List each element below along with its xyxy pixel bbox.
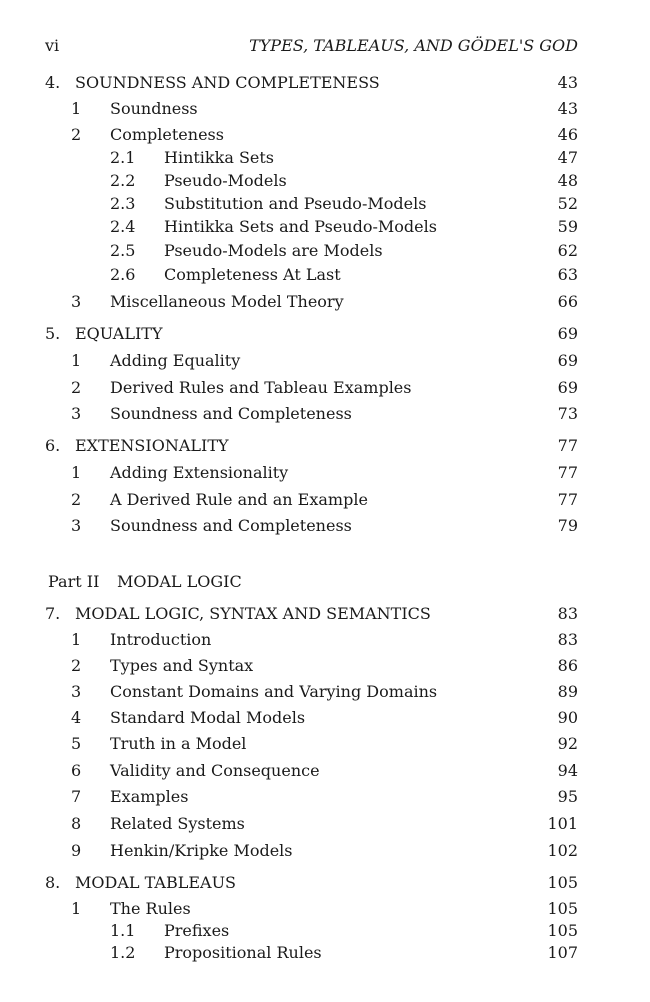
toc-entry-number: 2.5 [110,241,136,260]
toc-entry [0,603,650,625]
toc-entry-number: 1 [71,351,82,370]
toc-entry-title: A Derived Rule and an Example [110,490,368,509]
toc-entry-page: 94 [557,761,578,780]
toc-entry-number: 1 [71,630,82,649]
toc-entry-title: Soundness and Completeness [110,404,352,423]
toc-entry [0,681,650,703]
toc-entry-page: 77 [557,436,578,455]
toc-entry-page: 73 [557,404,578,423]
toc-entry-number: 2.3 [110,194,136,213]
toc-entry [0,193,650,215]
toc-entry [0,786,650,808]
toc-entry-number: 9 [71,841,82,860]
toc-entry-number: 3 [71,682,82,701]
toc-entry [0,323,650,345]
toc-entry [0,942,650,964]
toc-entry [0,813,650,835]
toc-entry-title: The Rules [110,899,191,918]
toc-entry-title: EXTENSIONALITY [75,436,229,455]
toc-entry-page: 52 [557,194,578,213]
toc-entry [0,264,650,286]
toc-entry-page: 63 [557,265,578,284]
toc-entry [0,898,650,920]
toc-entry-number: 2.4 [110,217,136,236]
toc-entry [0,489,650,511]
toc-entry [0,240,650,262]
toc-entry [0,435,650,457]
toc-entry [0,840,650,862]
toc-entry-title: Adding Equality [110,351,241,370]
toc-entry-page: 66 [557,292,578,311]
toc-entry-title: Constant Domains and Varying Domains [110,682,438,701]
toc-entry [0,462,650,484]
toc-entry-title: SOUNDNESS AND COMPLETENESS [75,73,380,92]
toc-entry-title: Validity and Consequence [110,761,320,780]
toc-entry-title: Miscellaneous Model Theory [110,292,344,311]
toc-entry-page: 90 [557,708,578,727]
toc-entry-title: Henkin/Kripke Models [110,841,293,860]
page-header [0,30,650,56]
toc-entry [0,733,650,755]
toc-entry-page: 101 [547,814,578,833]
toc-entry-page: 69 [557,351,578,370]
toc-entry-number: 8. [45,873,61,892]
toc-entry-page: 77 [557,463,578,482]
toc-entry-number: 2.6 [110,265,136,284]
toc-entry-page: 83 [557,630,578,649]
toc-entry-title: Completeness [110,125,224,144]
toc-entry-title: Examples [110,787,189,806]
toc-entry [0,377,650,399]
toc-entry-number: 4. [45,73,61,92]
toc-entry [0,515,650,537]
toc-entry-title: Substitution and Pseudo-Models [164,194,427,213]
toc-entry-number: Part II [48,572,100,591]
toc-entry [0,98,650,120]
toc-entry-page: 107 [547,943,578,962]
toc-entry-title: Adding Extensionality [110,463,289,482]
toc-entry-number: 3 [71,292,82,311]
toc-entry-title: Hintikka Sets and Pseudo-Models [164,217,437,236]
toc-entry-page: 105 [547,899,578,918]
toc-entry-page: 92 [557,734,578,753]
toc-entry-title: Pseudo-Models are Models [164,241,383,260]
toc-entry-page: 77 [557,490,578,509]
toc-entry-title: Derived Rules and Tableau Examples [110,378,412,397]
toc-entry-title: MODAL LOGIC [117,572,242,591]
toc-entry-number: 8 [71,814,82,833]
toc-entry [0,760,650,782]
toc-entry-title: Pseudo-Models [164,171,287,190]
toc-entry [0,124,650,146]
toc-entry-number: 5. [45,324,61,343]
toc-entry-number: 2 [71,656,82,675]
toc-entry-number: 1 [71,99,82,118]
toc-entry [0,72,650,94]
toc-entry [0,571,650,593]
toc-entry [0,291,650,313]
toc-entry-number: 6 [71,761,82,780]
toc-entry-title: Introduction [110,630,212,649]
toc-entry-number: 2 [71,490,82,509]
toc-entry-number: 2.2 [110,171,136,190]
toc-entry-number: 1 [71,899,82,918]
toc-entry-page: 86 [557,656,578,675]
toc-entry-number: 2.1 [110,148,136,167]
toc-entry [0,350,650,372]
toc-entry-number: 7. [45,604,61,623]
running-title: TYPES, TABLEAUS, AND GÖDEL'S GOD [249,36,578,55]
toc-entry-page: 47 [557,148,578,167]
toc-entry-page: 83 [557,604,578,623]
toc-entry-page: 46 [557,125,578,144]
toc-entry [0,707,650,729]
toc-entry-page: 59 [557,217,578,236]
toc-entry-number: 3 [71,404,82,423]
toc-entry-title: Soundness and Completeness [110,516,352,535]
toc-entry-title: Types and Syntax [110,656,254,675]
toc-entry-page: 48 [557,171,578,190]
toc-entry [0,872,650,894]
toc-entry-number: 1.2 [110,943,136,962]
toc-entry-title: Propositional Rules [164,943,322,962]
toc-entry-title: EQUALITY [75,324,163,343]
toc-entry-page: 62 [557,241,578,260]
toc-entry-title: Prefixes [164,921,230,940]
toc-entry-title: MODAL TABLEAUS [75,873,237,892]
toc-entry-number: 3 [71,516,82,535]
toc-entry-number: 4 [71,708,82,727]
toc-entry-page: 69 [557,378,578,397]
toc-entry-title: Truth in a Model [110,734,247,753]
toc-entry-number: 7 [71,787,82,806]
toc-entry-number: 1.1 [110,921,136,940]
toc-entry [0,170,650,192]
toc-entry-page: 89 [557,682,578,701]
page-number: vi [45,36,60,55]
toc-entry [0,216,650,238]
toc-entry-title: Related Systems [110,814,245,833]
toc-entry-title: Hintikka Sets [164,148,275,167]
toc-entry-number: 1 [71,463,82,482]
toc-entry [0,403,650,425]
toc-entry-page: 69 [557,324,578,343]
toc-entry-page: 102 [547,841,578,860]
toc-entry-number: 6. [45,436,61,455]
toc-entry-number: 5 [71,734,82,753]
toc-entry-number: 2 [71,378,82,397]
toc-entry-page: 79 [557,516,578,535]
toc-entry [0,629,650,651]
toc-entry-page: 43 [557,73,578,92]
toc-entry-page: 43 [557,99,578,118]
toc-entry-title: MODAL LOGIC, SYNTAX AND SEMANTICS [75,604,431,623]
toc-entry [0,147,650,169]
toc-entry-page: 105 [547,921,578,940]
toc-entry-title: Completeness At Last [164,265,341,284]
toc-entry-number: 2 [71,125,82,144]
toc-entry-page: 95 [557,787,578,806]
toc-entry-page: 105 [547,873,578,892]
toc-entry-title: Soundness [110,99,198,118]
toc-entry [0,655,650,677]
toc-entry [0,920,650,942]
toc-entry-title: Standard Modal Models [110,708,306,727]
